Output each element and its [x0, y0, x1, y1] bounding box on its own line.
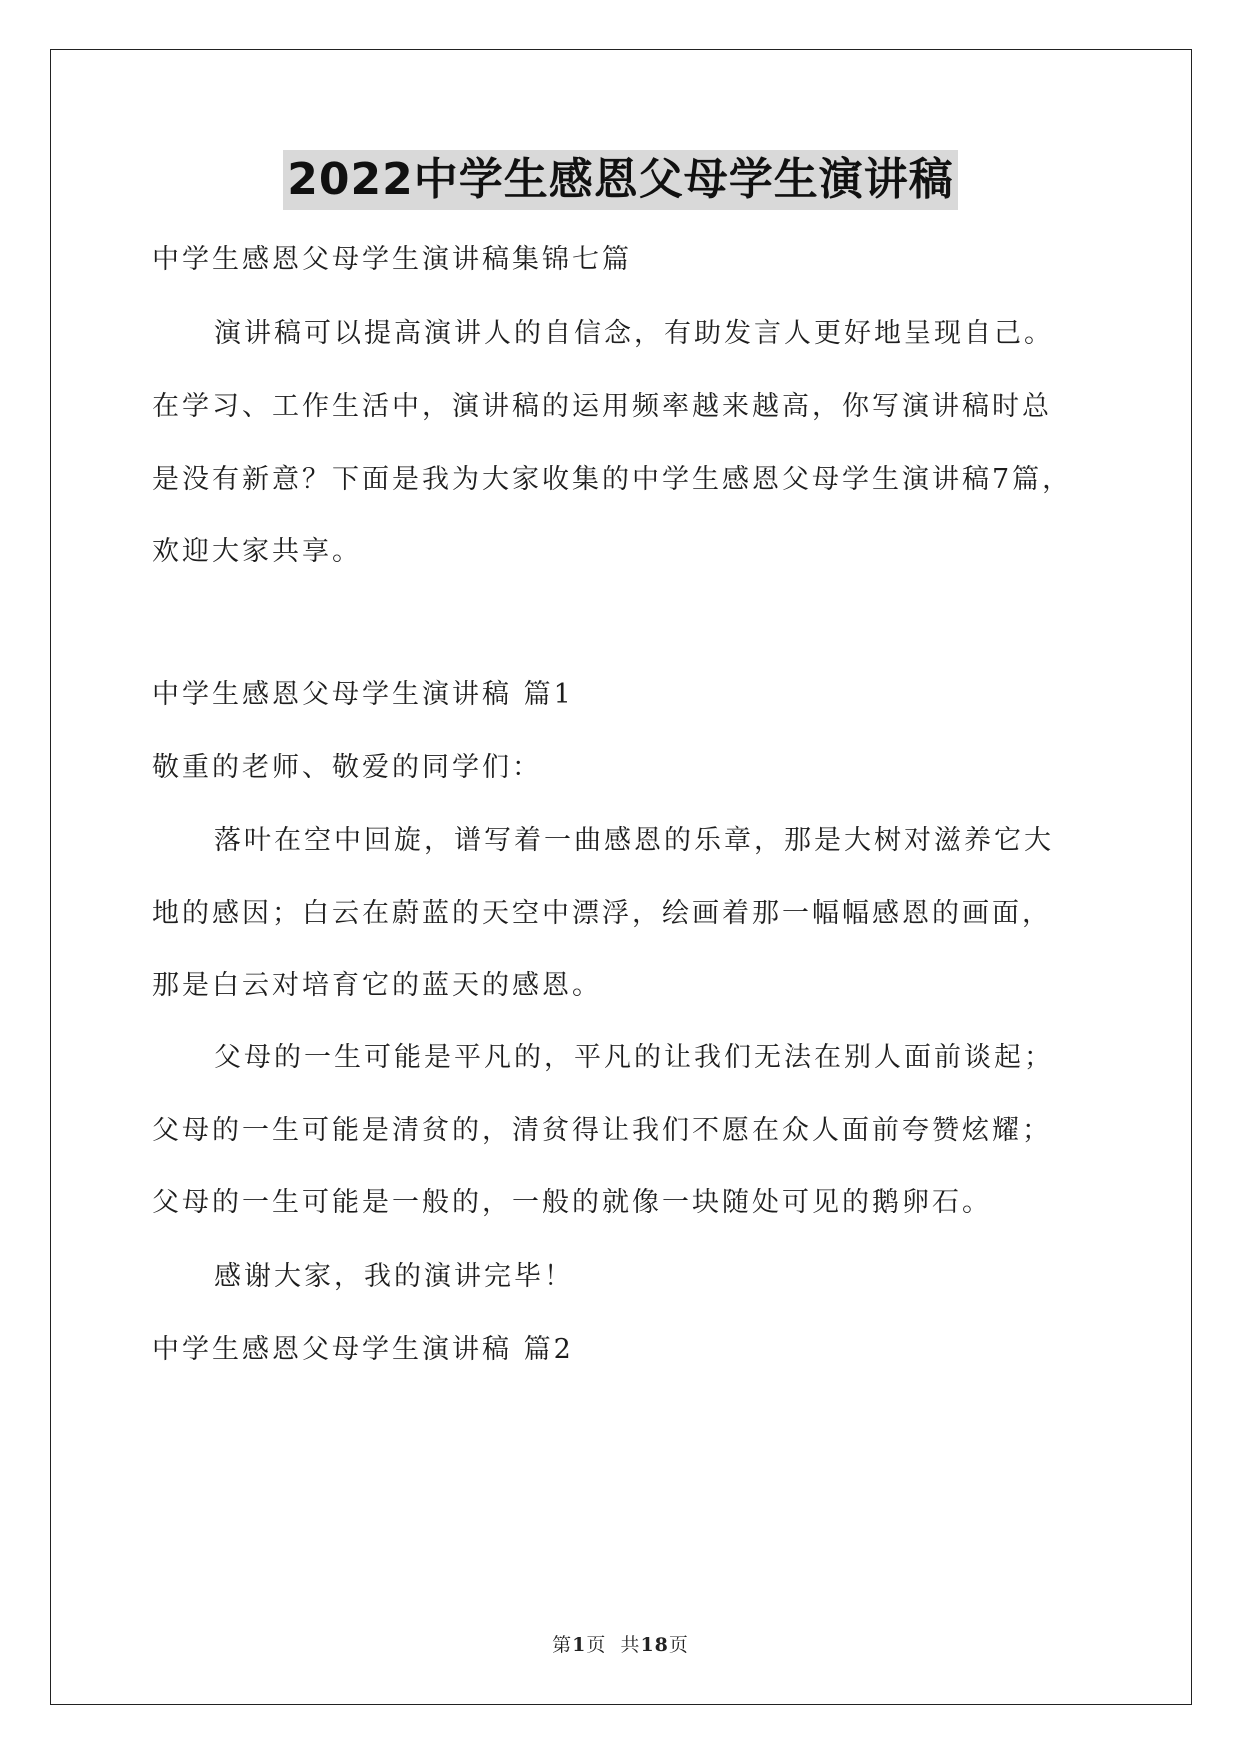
section-heading-2: 中学生感恩父母学生演讲稿 篇2: [152, 1334, 574, 1365]
section-heading-1: 中学生感恩父母学生演讲稿 篇1: [152, 679, 574, 710]
document-title: [0, 150, 1241, 210]
footer-prefix: 第: [552, 1634, 573, 1656]
footer-suffix: 页: [668, 1634, 689, 1656]
paragraph-line: 落叶在空中回旋，谱写着一曲感恩的乐章，那是大树对滋养它大: [214, 825, 1054, 856]
paragraph-line: 父母的一生可能是清贫的，清贫得让我们不愿在众人面前夸赞炫耀；: [152, 1115, 1052, 1146]
paragraph-line: 那是白云对培育它的蓝天的感恩。: [152, 970, 602, 1001]
document-title-text: 2022中学生感恩父母学生演讲稿: [283, 150, 957, 210]
intro-line: 是没有新意？下面是我为大家收集的中学生感恩父母学生演讲稿7篇，: [152, 464, 1073, 495]
greeting: 敬重的老师、敬爱的同学们：: [152, 752, 542, 783]
page-footer: [0, 1630, 1241, 1657]
paragraph-line: 父母的一生可能是平凡的，平凡的让我们无法在别人面前谈起；: [214, 1042, 1054, 1073]
paragraph-line: 地的感因；白云在蔚蓝的天空中漂浮，绘画着那一幅幅感恩的画面，: [152, 898, 1052, 929]
intro-line: 演讲稿可以提高演讲人的自信念，有助发言人更好地呈现自己。: [214, 318, 1054, 349]
intro-line: 在学习、工作生活中，演讲稿的运用频率越来越高，你写演讲稿时总: [152, 391, 1052, 422]
footer-middle: 页 共: [586, 1634, 641, 1656]
page-border: [50, 49, 1192, 1705]
closing-line: 感谢大家，我的演讲完毕！: [214, 1261, 574, 1292]
intro-line: 欢迎大家共享。: [152, 536, 362, 567]
total-page-count: 18: [640, 1634, 669, 1656]
subtitle: 中学生感恩父母学生演讲稿集锦七篇: [152, 244, 632, 275]
paragraph-line: 父母的一生可能是一般的，一般的就像一块随处可见的鹅卵石。: [152, 1187, 992, 1218]
current-page-number: 1: [572, 1634, 587, 1656]
